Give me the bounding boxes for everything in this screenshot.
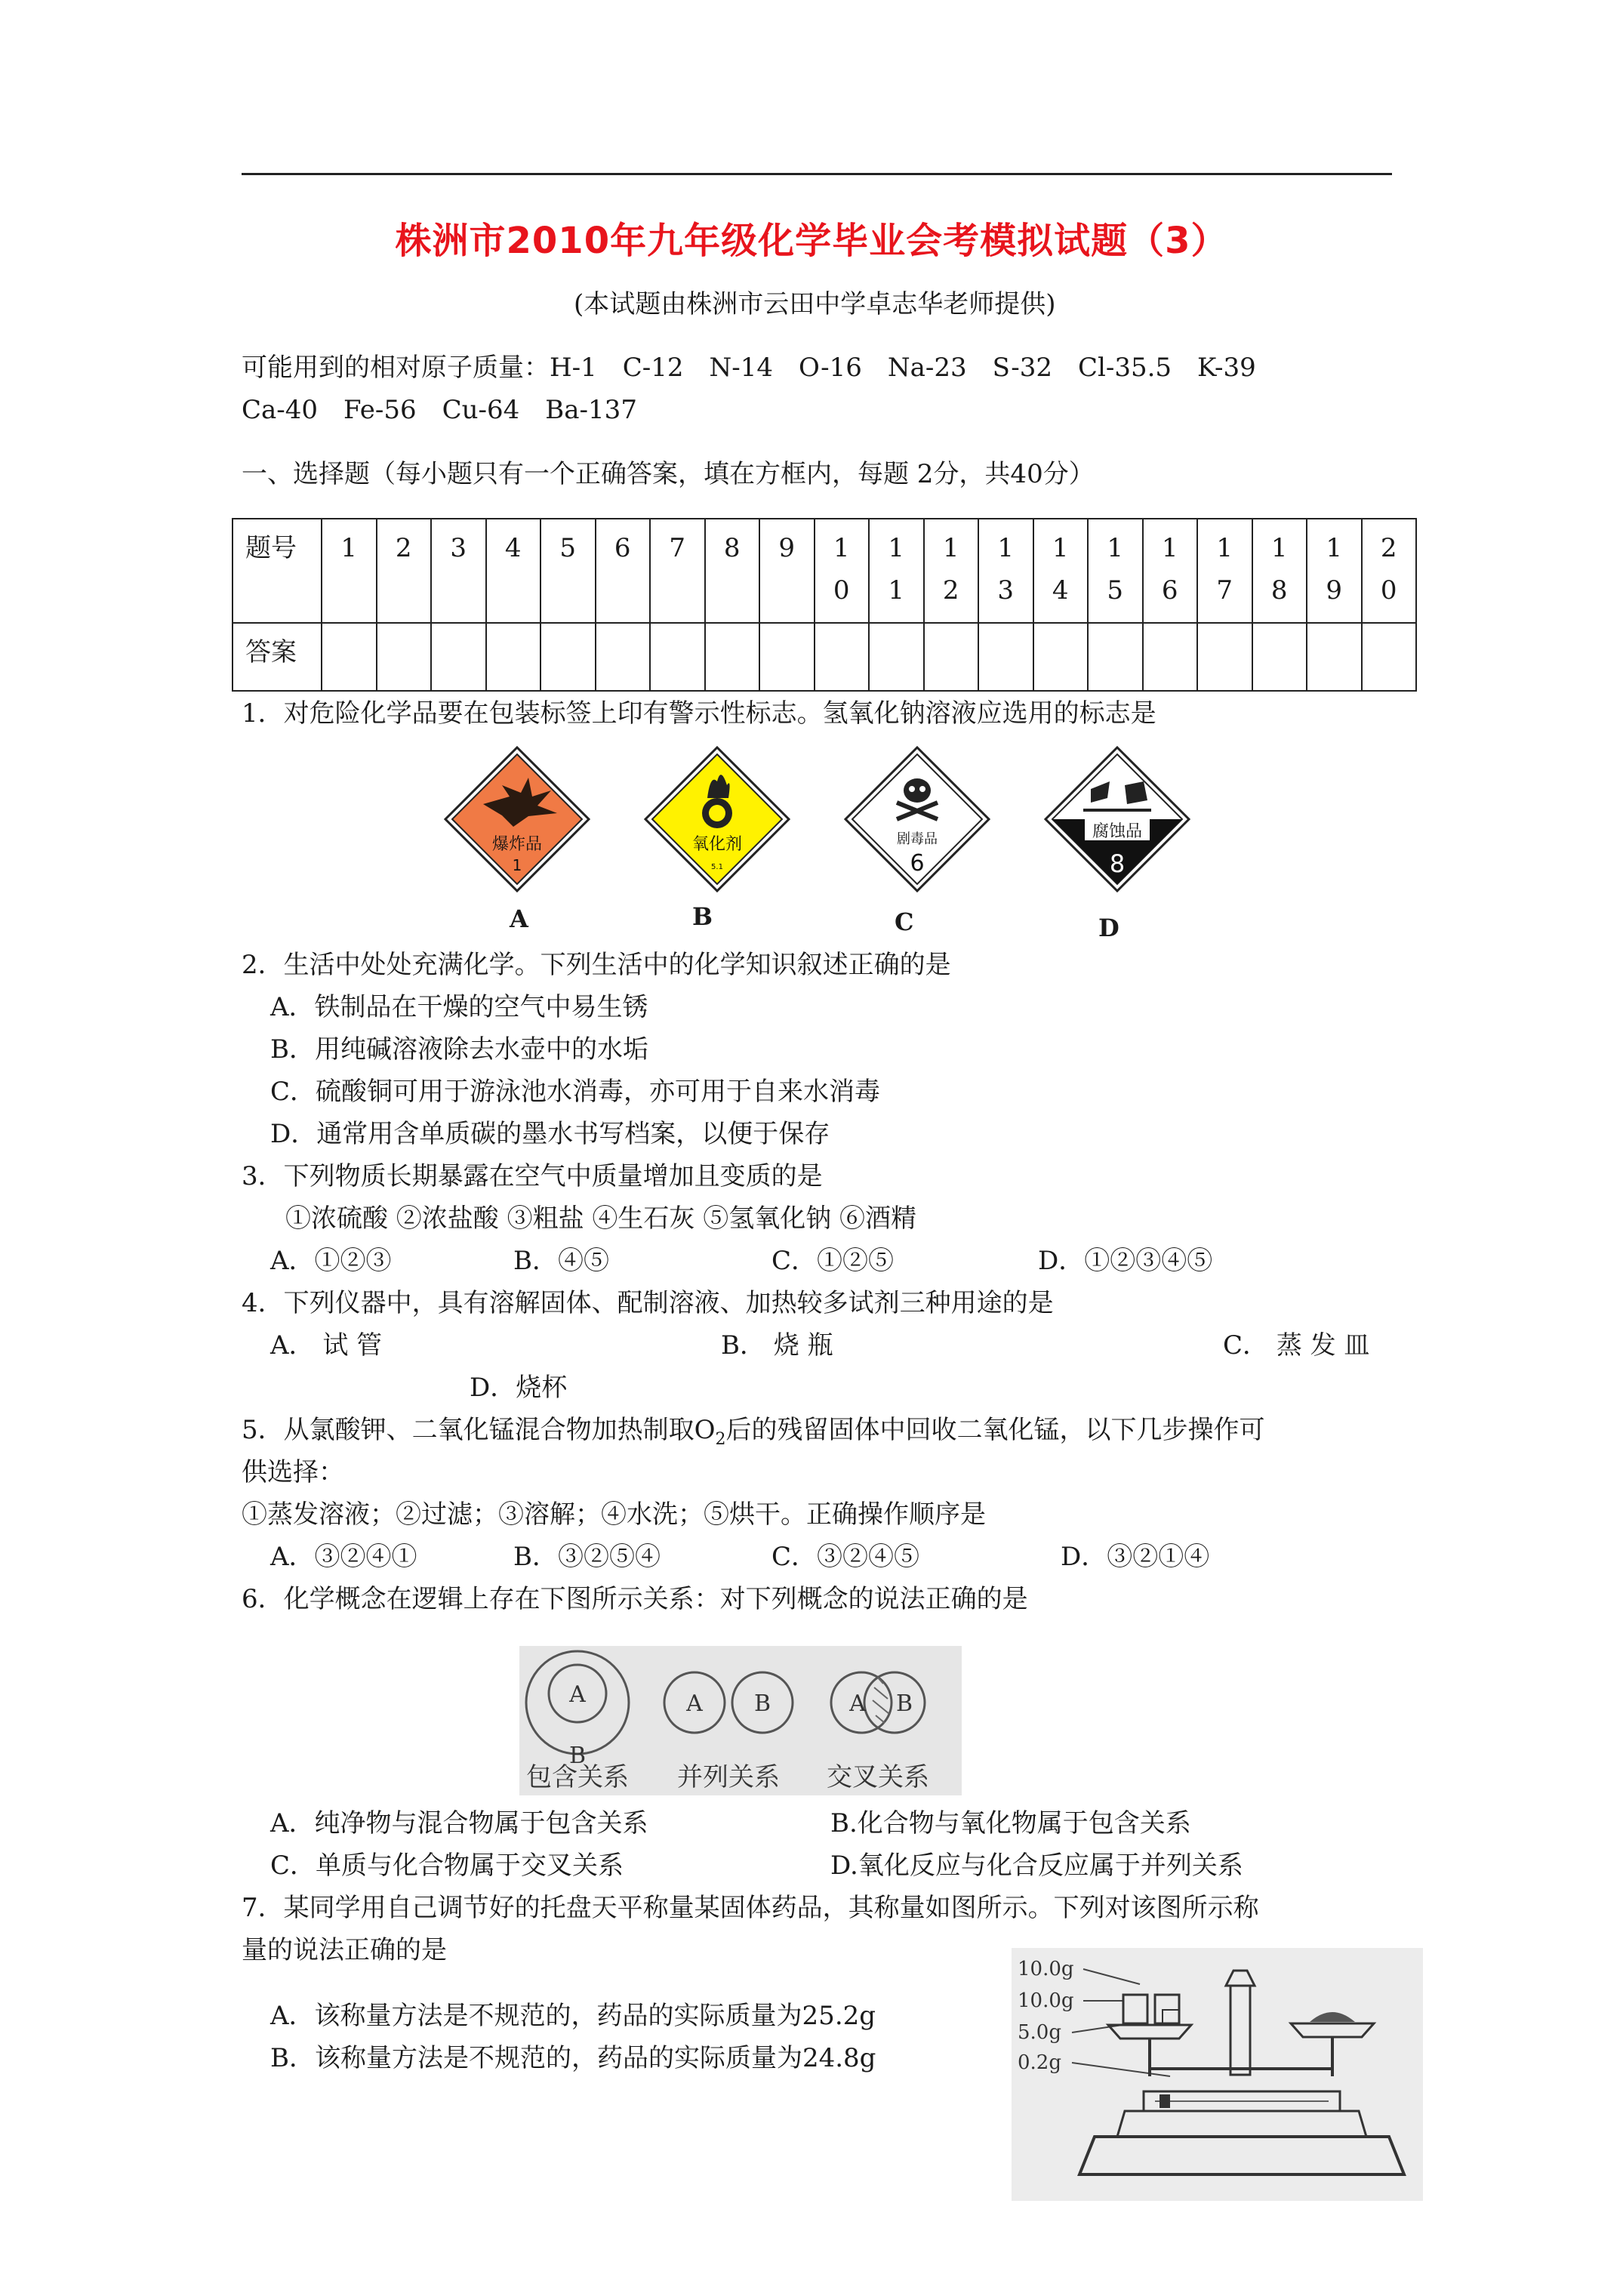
answer-cell[interactable]	[322, 623, 377, 691]
answer-header-cell: 答案	[233, 623, 322, 691]
svg-text:8: 8	[1109, 849, 1126, 878]
svg-text:A: A	[849, 1690, 866, 1717]
q5-option-d: D．③②①④	[1061, 1542, 1210, 1572]
atomic-masses-line2: Ca-40 Fe-56 Cu-64 Ba-137	[242, 395, 637, 425]
number-cell: 4	[486, 519, 541, 623]
answer-cell[interactable]	[1197, 623, 1252, 691]
atomic-masses-line1: 可能用到的相对原子质量：H-1 C-12 N-14 O-16 Na-23 S-32 Cl-35.5 K-39	[242, 353, 1256, 383]
answer-table-answer-row	[233, 623, 1416, 691]
q6-stem: 6．化学概念在逻辑上存在下图所示关系：对下列概念的说法正确的是	[242, 1584, 1028, 1614]
number-cell: 1	[322, 519, 377, 623]
q2-stem: 2．生活中处处充满化学。下列生活中的化学知识叙述正确的是	[242, 950, 951, 980]
number-cell: 1 1	[869, 519, 924, 623]
q4-option-b: B． 烧 瓶	[721, 1330, 833, 1361]
page-title: 株洲市2010年九年级化学毕业会考模拟试题（3）	[395, 220, 1228, 262]
q2-option-c: C．硫酸铜可用于游泳池水消毒，亦可用于自来水消毒	[270, 1077, 881, 1107]
answer-cell[interactable]	[815, 623, 870, 691]
svg-text:1: 1	[512, 856, 522, 874]
svg-text:氧化剂: 氧化剂	[691, 835, 743, 854]
q7-stem-continued: 量的说法正确的是	[242, 1935, 447, 1965]
q7-option-a: A．该称量方法是不规范的，药品的实际质量为25.2g	[270, 2001, 876, 2031]
answer-cell[interactable]	[924, 623, 979, 691]
svg-text:并列关系: 并列关系	[677, 1762, 780, 1792]
number-cell: 1 2	[924, 519, 979, 623]
q7-stem: 7．某同学用自己调节好的托盘天平称量某固体药品，其称量如图所示。下列对该图所示称	[242, 1893, 1259, 1923]
svg-text:0.2g: 0.2g	[1018, 2051, 1061, 2074]
number-cell: 5	[540, 519, 596, 623]
number-cell: 1 4	[1033, 519, 1089, 623]
number-cell: 1 8	[1252, 519, 1307, 623]
number-header-cell: 题号	[233, 519, 322, 623]
q5-option-a: A．③②④①	[270, 1542, 417, 1572]
number-cell: 7	[650, 519, 705, 623]
q6-option-d: D.氧化反应与化合反应属于并列关系	[830, 1851, 1243, 1881]
q1-stem: 1．对危险化学品要在包装标签上印有警示性标志。氢氧化钠溶液应选用的标志是	[242, 698, 1156, 729]
q6-option-a: A．纯净物与混合物属于包含关系	[270, 1808, 648, 1838]
sign-label-d: D	[1098, 914, 1119, 942]
q5-stem: 5．从氯酸钾、二氧化锰混合物加热制取$O_2$后的残留固体中回收二氧化锰，以下几步操作可	[242, 1415, 1265, 1449]
svg-text:包含关系: 包含关系	[526, 1762, 629, 1792]
q3-option-a: A．①②③	[270, 1246, 392, 1276]
answer-cell[interactable]	[1362, 623, 1417, 691]
svg-text:剧毒品: 剧毒品	[897, 831, 938, 847]
answer-cell[interactable]	[377, 623, 432, 691]
answer-cell[interactable]	[1143, 623, 1198, 691]
number-cell: 6	[596, 519, 651, 623]
toxic-sign-icon	[845, 747, 989, 891]
q4-option-c: C． 蒸 发 皿	[1223, 1330, 1370, 1361]
svg-text:爆炸品: 爆炸品	[491, 835, 543, 854]
number-cell: 1 7	[1197, 519, 1252, 623]
answer-cell[interactable]	[596, 623, 651, 691]
q5-steps: ①蒸发溶液；②过滤；③溶解；④水洗；⑤烘干。正确操作顺序是	[242, 1499, 986, 1530]
top-rule	[242, 173, 1392, 175]
sign-label-c: C	[895, 908, 914, 936]
number-cell: 8	[705, 519, 760, 623]
page-subtitle: (本试题由株洲市云田中学卓志华老师提供)	[574, 289, 1056, 319]
number-cell: 1 0	[815, 519, 870, 623]
q7-option-b: B．该称量方法是不规范的，药品的实际质量为24.8g	[270, 2043, 876, 2073]
number-cell: 3	[431, 519, 486, 623]
q3-stem: 3．下列物质长期暴露在空气中质量增加且变质的是	[242, 1161, 823, 1191]
answer-cell[interactable]	[431, 623, 486, 691]
concept-relations-figure	[519, 1646, 962, 1795]
q3-items: ①浓硫酸 ②浓盐酸 ③粗盐 ④生石灰 ⑤氢氧化钠 ⑥酒精	[285, 1203, 917, 1234]
q2-option-d: D．通常用含单质碳的墨水书写档案，以便于保存	[270, 1119, 830, 1149]
corrosive-sign-icon	[1046, 747, 1189, 891]
answer-cell[interactable]	[486, 623, 541, 691]
q5-option-c: C．③②④⑤	[771, 1542, 920, 1572]
answer-table	[232, 518, 1417, 692]
answer-cell[interactable]	[705, 623, 760, 691]
number-cell: 1 9	[1307, 519, 1362, 623]
q5-stem-continued: 供选择：	[242, 1457, 344, 1487]
svg-text:5.0g: 5.0g	[1018, 2021, 1061, 2044]
svg-text:B: B	[895, 1690, 913, 1717]
number-cell: 1 5	[1088, 519, 1143, 623]
q5-option-b: B．③②⑤④	[513, 1542, 661, 1572]
q6-option-b: B.化合物与氧化物属于包含关系	[830, 1808, 1191, 1838]
svg-text:6: 6	[910, 850, 925, 877]
balance-scale-figure	[1012, 1948, 1423, 2201]
svg-text:5.1: 5.1	[711, 863, 723, 871]
q3-option-b: B．④⑤	[513, 1246, 609, 1276]
svg-text:腐蚀品: 腐蚀品	[1092, 822, 1143, 841]
explosive-sign-icon	[445, 747, 589, 891]
answer-cell[interactable]	[1033, 623, 1089, 691]
answer-cell[interactable]	[1307, 623, 1362, 691]
answer-cell[interactable]	[869, 623, 924, 691]
q6-option-c: C．单质与化合物属于交叉关系	[270, 1851, 624, 1881]
section-heading: 一、选择题（每小题只有一个正确答案，填在方框内，每题 2分，共40分）	[242, 459, 1095, 489]
answer-cell[interactable]	[1088, 623, 1143, 691]
number-cell: 1 3	[978, 519, 1033, 623]
answer-table-number-row	[233, 519, 1416, 623]
number-cell: 2	[377, 519, 432, 623]
q3-option-c: C．①②⑤	[771, 1246, 895, 1276]
answer-cell[interactable]	[540, 623, 596, 691]
answer-cell[interactable]	[978, 623, 1033, 691]
q4-option-a: A． 试 管	[270, 1330, 383, 1361]
svg-text:B: B	[568, 1743, 587, 1769]
oxidizer-sign-icon	[645, 747, 789, 891]
svg-text:B: B	[753, 1690, 771, 1717]
svg-text:10.0g: 10.0g	[1018, 1958, 1074, 1980]
number-cell: 1 6	[1143, 519, 1198, 623]
hazard-signs-figure	[438, 744, 1208, 925]
number-cell: 9	[759, 519, 815, 623]
q4-option-d: D．烧杯	[470, 1373, 568, 1403]
q3-option-d: D．①②③④⑤	[1038, 1246, 1213, 1276]
sign-label-a: A	[510, 905, 528, 933]
answer-cell[interactable]	[759, 623, 815, 691]
svg-text:A: A	[686, 1690, 703, 1717]
answer-cell[interactable]	[1252, 623, 1307, 691]
sign-label-b: B	[692, 902, 713, 931]
svg-text:A: A	[569, 1681, 586, 1708]
q2-option-b: B．用纯碱溶液除去水壶中的水垢	[270, 1034, 648, 1065]
svg-text:交叉关系: 交叉关系	[827, 1762, 929, 1792]
q4-stem: 4．下列仪器中，具有溶解固体、配制溶液、加热较多试剂三种用途的是	[242, 1288, 1054, 1318]
q2-option-a: A．铁制品在干燥的空气中易生锈	[270, 992, 648, 1022]
number-cell: 2 0	[1362, 519, 1417, 623]
svg-text:10.0g: 10.0g	[1018, 1989, 1074, 2012]
answer-cell[interactable]	[650, 623, 705, 691]
